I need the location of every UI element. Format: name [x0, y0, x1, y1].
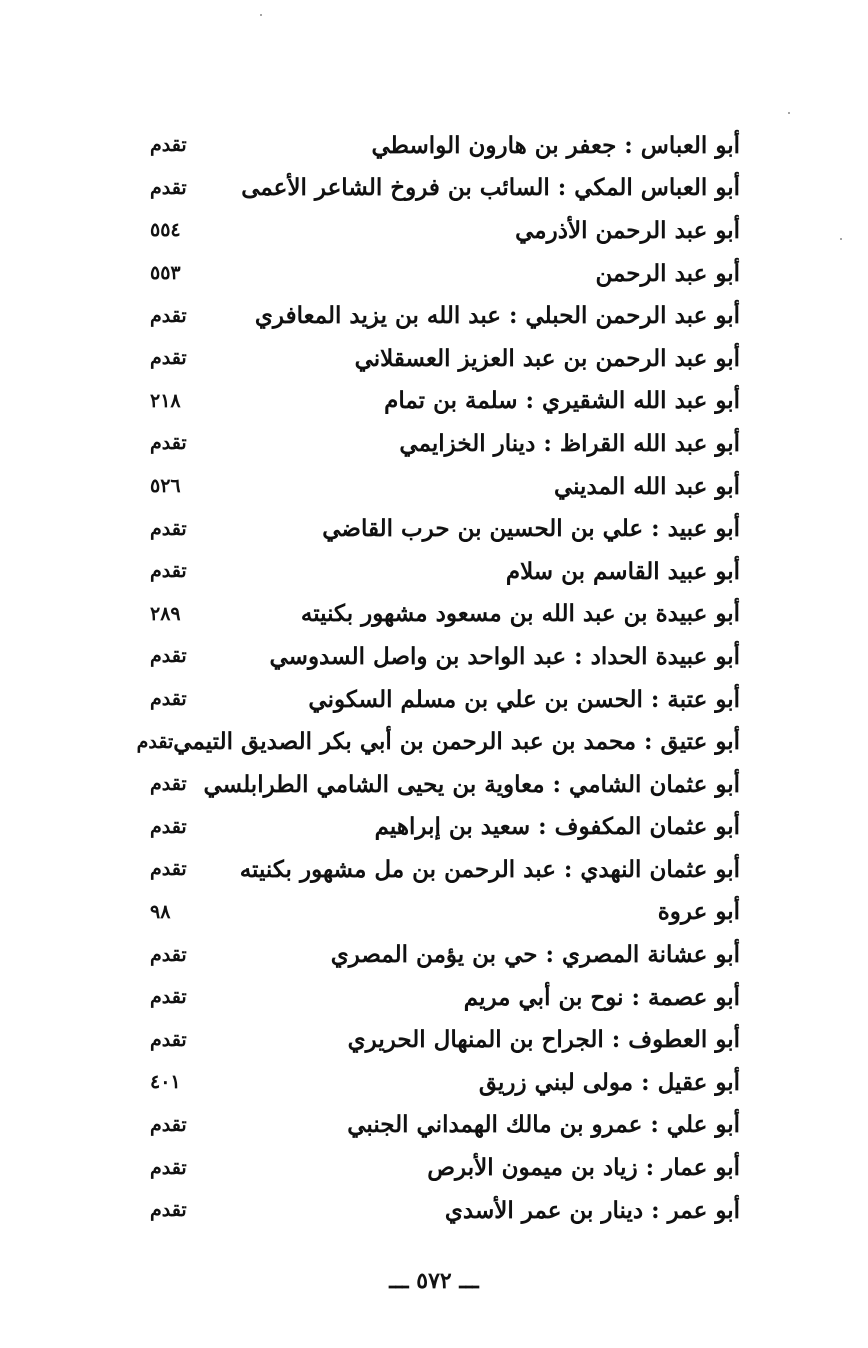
entry-reference: تقدم [150, 943, 187, 966]
entry-name: أبو علي : عمرو بن مالك الهمداني الجنبي [347, 1111, 740, 1139]
entry-name: أبو عثمان النهدي : عبد الرحمن بن مل مشهور بكنيته [239, 855, 740, 883]
index-entry [150, 1061, 740, 1104]
entry-reference: تقدم [150, 134, 187, 157]
entry-name: أبو العطوف : الجراح بن المنهال الحريري [347, 1026, 740, 1054]
index-entry [150, 976, 740, 1019]
entry-name: أبو العباس : جعفر بن هارون الواسطي [371, 131, 740, 159]
entry-name: أبو عثمان المكفوف : سعيد بن إبراهيم [374, 813, 740, 841]
entry-name: أبو عبيد : علي بن الحسين بن حرب القاضي [322, 515, 740, 543]
index-entry [150, 593, 740, 636]
page-number: ـــ ٥٧٢ ـــ [389, 1268, 479, 1294]
index-entry [150, 550, 740, 593]
entry-reference: ٥٢٦ [150, 475, 181, 498]
index-entry [150, 337, 740, 380]
index-entries [136, 124, 740, 1231]
entry-reference: تقدم [150, 560, 187, 583]
entry-name: أبو العباس المكي : السائب بن فروخ الشاعر الأعمى [241, 174, 740, 202]
index-entry [150, 167, 740, 210]
entry-name: أبو عبيد القاسم بن سلام [505, 557, 740, 585]
entry-reference: تقدم [150, 304, 187, 327]
index-entry [150, 678, 740, 721]
entry-reference: ٩٨ [150, 900, 171, 923]
entry-name: أبو عبد الرحمن بن عبد العزيز العسقلاني [354, 344, 740, 372]
entry-reference: تقدم [150, 986, 187, 1009]
index-entry [150, 252, 740, 295]
entry-reference: تقدم [150, 773, 187, 796]
entry-reference: تقدم [150, 1199, 187, 1222]
scan-speck [840, 238, 842, 240]
index-entry [150, 422, 740, 465]
scan-speck [788, 112, 790, 114]
scan-speck [260, 14, 262, 16]
index-entry [150, 1146, 740, 1189]
index-entry [150, 891, 740, 934]
entry-name: أبو عبد الرحمن الحبلي : عبد الله بن يزيد المعافري [254, 302, 740, 330]
index-entry [150, 507, 740, 550]
entry-reference: تقدم [136, 730, 174, 753]
entry-reference: تقدم [150, 858, 187, 881]
index-entry [150, 380, 740, 423]
entry-reference: تقدم [150, 432, 187, 455]
index-entry [150, 1104, 740, 1147]
entry-reference: تقدم [150, 176, 187, 199]
entry-name: أبو عتبة : الحسن بن علي بن مسلم السكوني [308, 685, 740, 713]
entry-name: أبو عبد الله الشقيري : سلمة بن تمام [384, 387, 740, 415]
entry-reference: تقدم [150, 688, 187, 711]
entry-name: أبو عقيل : مولى لبني زريق [478, 1068, 740, 1096]
entry-name: أبو عبد الرحمن [595, 259, 740, 287]
entry-name: أبو عشانة المصري : حي بن يؤمن المصري [330, 941, 740, 969]
index-entry [150, 848, 740, 891]
entry-reference: ٥٥٤ [150, 219, 181, 242]
entry-name: أبو عمر : دينار بن عمر الأسدي [444, 1196, 740, 1224]
index-entry [150, 294, 740, 337]
index-entry [150, 124, 740, 167]
index-entry [150, 806, 740, 849]
index-entry [136, 720, 740, 763]
entry-name: أبو عروة [657, 898, 740, 926]
entry-name: أبو عثمان الشامي : معاوية بن يحيى الشامي الطرابلسي [203, 770, 740, 798]
entry-reference: تقدم [150, 815, 187, 838]
index-entry [150, 933, 740, 976]
entry-name: أبو عبد الله المديني [553, 472, 740, 500]
entry-reference: ٢٨٩ [150, 602, 181, 625]
entry-name: أبو عتيق : محمد بن عبد الرحمن بن أبي بكر الصديق التيمي [173, 728, 740, 756]
entry-name: أبو عبد الله القراظ : دينار الخزايمي [399, 429, 740, 457]
entry-reference: تقدم [150, 1156, 187, 1179]
entry-name: أبو عمار : زياد بن ميمون الأبرص [427, 1154, 740, 1182]
index-entry [150, 763, 740, 806]
entry-reference: ٤٠١ [150, 1071, 181, 1094]
index-entry [150, 465, 740, 508]
index-entry [150, 1189, 740, 1232]
entry-reference: تقدم [150, 1028, 187, 1051]
entry-reference: تقدم [150, 347, 187, 370]
index-entry [150, 1018, 740, 1061]
entry-reference: ٢١٨ [150, 389, 181, 412]
entry-name: أبو عبد الرحمن الأذرمي [515, 216, 740, 244]
index-entry [150, 209, 740, 252]
entry-name: أبو عبيدة بن عبد الله بن مسعود مشهور بكنيته [300, 600, 740, 628]
entry-reference: تقدم [150, 1113, 187, 1136]
entry-reference: ٥٥٣ [150, 262, 181, 285]
entry-name: أبو عبيدة الحداد : عبد الواحد بن واصل السدوسي [269, 642, 740, 670]
entry-name: أبو عصمة : نوح بن أبي مريم [463, 983, 740, 1011]
entry-reference: تقدم [150, 517, 187, 540]
index-entry [150, 635, 740, 678]
entry-reference: تقدم [150, 645, 187, 668]
